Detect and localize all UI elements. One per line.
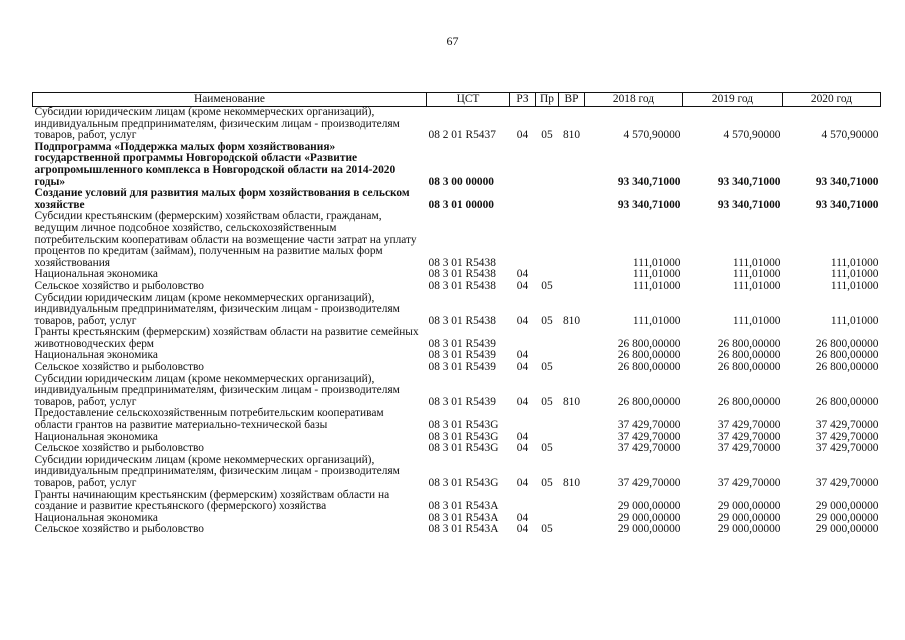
cell-pr (536, 327, 559, 350)
cell-name: Гранты начинающим крестьянским (фермерским) хозяйствам области на создание и развитие крестьянского (фермерского) хозяйства (34, 488, 390, 513)
cell-cst: 08 3 01 R5438 (428, 268, 496, 281)
cell-cst: 08 3 01 R5438 (428, 314, 496, 327)
table-row (33, 142, 881, 188)
table-row (33, 374, 881, 409)
cell-cst: 08 3 01 R5439 (428, 395, 496, 408)
cell-vr (559, 443, 585, 455)
cell-2020: 4 570,90000 (821, 129, 879, 142)
cell-2020: 26 800,00000 (815, 395, 879, 408)
cell-name: Национальная экономика (34, 430, 158, 443)
cell-2018: 29 000,00000 (617, 523, 681, 536)
cell-name: Субсидии юридическим лицам (кроме некоммерческих организаций), индивидуальным предпринимателям, физическим лицам - производителям товаров, работ, услуг (34, 291, 400, 327)
cell-vr (559, 281, 585, 293)
table-row (33, 490, 881, 513)
cell-2019: 111,01000 (732, 279, 781, 292)
cell-cst: 08 3 01 R5439 (428, 361, 496, 374)
cell-name: Субсидии юридическим лицам (кроме некоммерческих организаций), индивидуальным предпринимателям, физическим лицам - производителям товаров, работ, услуг (34, 106, 400, 142)
cell-name: Сельское хозяйство и рыболовство (34, 442, 204, 455)
cell-2018: 111,01000 (632, 314, 681, 327)
cell-vr (559, 188, 585, 211)
cell-2020: 37 429,70000 (815, 477, 879, 489)
cell-2019: 93 340,71000 (717, 175, 781, 188)
cell-2018: 37 429,70000 (617, 442, 681, 455)
cell-cst: 08 3 01 R543A (428, 500, 499, 513)
cell-rz: 04 (516, 314, 529, 327)
cell-2018: 26 800,00000 (617, 395, 681, 408)
table-row (33, 211, 881, 269)
cell-vr (559, 142, 585, 188)
budget-table (32, 92, 881, 536)
cell-2019: 29 000,00000 (717, 500, 781, 513)
table-row (33, 327, 881, 350)
cell-vr (559, 490, 585, 513)
cell-name: Сельское хозяйство и рыболовство (34, 361, 204, 374)
cell-2018: 37 429,70000 (617, 419, 681, 432)
cell-2019: 37 429,70000 (717, 430, 781, 443)
header-rz: РЗ (510, 93, 536, 107)
cell-2019: 93 340,71000 (717, 198, 781, 211)
page-number: 67 (446, 34, 459, 48)
cell-2018: 29 000,00000 (617, 500, 681, 513)
cell-rz: 04 (516, 442, 529, 455)
cell-pr: 05 (541, 523, 553, 536)
header-row (33, 93, 881, 107)
header-2018: 2018 год (585, 93, 683, 107)
cell-cst: 08 3 01 R5439 (428, 349, 496, 362)
cell-rz: 04 (516, 523, 529, 536)
cell-2018: 93 340,71000 (617, 198, 681, 211)
cell-2020: 29 000,00000 (815, 523, 879, 536)
cell-cst: 08 3 01 00000 (428, 198, 494, 211)
cell-vr: 810 (562, 314, 581, 327)
cell-vr (559, 350, 585, 362)
cell-2019: 29 000,00000 (717, 523, 781, 536)
cell-vr (559, 408, 585, 431)
cell-pr: 05 (541, 477, 553, 489)
cell-vr: 810 (562, 395, 581, 408)
table-row (33, 408, 881, 431)
header-2019: 2019 год (683, 93, 783, 107)
cell-pr: 05 (541, 129, 553, 142)
cell-2018: 111,01000 (632, 268, 681, 281)
cell-2018: 29 000,00000 (617, 511, 681, 524)
cell-pr (536, 490, 559, 513)
cell-vr (559, 513, 585, 525)
cell-rz (510, 142, 536, 188)
cell-cst: 08 3 01 R543G (428, 430, 499, 443)
table-body (33, 107, 881, 536)
header-cst: ЦСТ (427, 93, 510, 107)
header-pr: Пр (536, 93, 559, 107)
table-row (33, 107, 881, 142)
cell-name: Гранты крестьянским (фермерским) хозяйствам области на развитие семейных животноводческих ферм (34, 326, 419, 350)
cell-2020: 37 429,70000 (815, 442, 879, 455)
table-row (33, 362, 881, 374)
cell-2019: 37 429,70000 (717, 477, 781, 489)
cell-rz: 04 (516, 511, 529, 524)
cell-2019: 37 429,70000 (717, 419, 781, 432)
cell-vr (559, 327, 585, 350)
cell-2020: 93 340,71000 (815, 175, 879, 188)
cell-rz: 04 (516, 279, 529, 292)
table-row (33, 281, 881, 293)
header-2020: 2020 год (783, 93, 881, 107)
table-row (33, 293, 881, 328)
cell-cst: 08 3 01 R5438 (428, 279, 496, 292)
cell-cst: 08 3 01 R5438 (428, 256, 496, 269)
cell-rz (510, 188, 536, 211)
cell-cst: 08 3 01 R5439 (428, 337, 496, 350)
cell-rz (510, 408, 536, 431)
cell-2020: 29 000,00000 (815, 511, 879, 524)
table-row (33, 455, 881, 490)
cell-name: Подпрограмма «Поддержка малых форм хозяйствования» государственной программы Новгородской области «Развитие агропромышленного комплекса в Новгородской области на 2014-2020 годы» (34, 140, 396, 188)
table-row (33, 524, 881, 536)
cell-name: Предоставление сельскохозяйственным потребительским кооперативам области грантов на развитие материально-технической базы (34, 407, 384, 432)
cell-name: Национальная экономика (34, 268, 158, 281)
cell-2020: 111,01000 (830, 268, 879, 281)
cell-2019: 111,01000 (732, 256, 781, 269)
cell-vr (559, 269, 585, 281)
cell-2020: 37 429,70000 (815, 430, 879, 443)
cell-2018: 26 800,00000 (617, 349, 681, 362)
cell-2019: 26 800,00000 (717, 337, 781, 350)
cell-2019: 111,01000 (732, 314, 781, 327)
cell-rz: 04 (516, 268, 529, 281)
cell-cst: 08 2 01 R5437 (428, 129, 496, 142)
cell-2018: 26 800,00000 (617, 361, 681, 374)
cell-pr (536, 211, 559, 269)
cell-pr (536, 142, 559, 188)
cell-vr (559, 524, 585, 536)
cell-vr: 810 (562, 477, 581, 489)
cell-2020: 111,01000 (830, 314, 879, 327)
cell-cst: 08 3 01 R543A (428, 511, 499, 524)
cell-2019: 4 570,90000 (723, 129, 781, 142)
cell-2019: 26 800,00000 (717, 361, 781, 374)
cell-name: Сельское хозяйство и рыболовство (34, 279, 204, 292)
cell-rz (510, 211, 536, 269)
cell-rz: 04 (516, 349, 529, 362)
cell-2019: 26 800,00000 (717, 395, 781, 408)
cell-cst: 08 3 01 R543G (428, 442, 499, 455)
cell-2020: 93 340,71000 (815, 198, 879, 211)
cell-2020: 111,01000 (830, 279, 879, 292)
cell-pr: 05 (541, 279, 553, 292)
cell-2020: 37 429,70000 (815, 419, 879, 432)
cell-2018: 37 429,70000 (617, 430, 681, 443)
cell-pr: 05 (541, 361, 553, 374)
cell-2018: 93 340,71000 (617, 175, 681, 188)
cell-rz: 04 (516, 477, 529, 489)
cell-rz (510, 490, 536, 513)
cell-name: Сельское хозяйство и рыболовство (34, 523, 204, 536)
table-row (33, 188, 881, 211)
cell-vr: 810 (562, 129, 581, 142)
cell-name: Субсидии крестьянским (фермерским) хозяйствам области, гражданам, ведущим личное подсобное хозяйство, сельскохозяйственным потребительским кооперативам области на возмещение части затрат на уплату процентов по кредитам (займам), полученным на развитие малых форм хозяйствования (34, 210, 417, 269)
cell-2020: 26 800,00000 (815, 361, 879, 374)
cell-name: Национальная экономика (34, 511, 158, 524)
table-header (33, 93, 881, 107)
cell-2020: 29 000,00000 (815, 500, 879, 513)
cell-2019: 26 800,00000 (717, 349, 781, 362)
cell-cst: 08 3 01 R543A (428, 523, 499, 536)
cell-pr (536, 188, 559, 211)
cell-name: Национальная экономика (34, 349, 158, 362)
cell-rz: 04 (516, 361, 529, 374)
cell-vr (559, 211, 585, 269)
cell-pr: 05 (541, 314, 553, 327)
cell-2019: 111,01000 (732, 268, 781, 281)
cell-name: Субсидии юридическим лицам (кроме некоммерческих организаций), индивидуальным предпринимателям, физическим лицам - производителям товаров, работ, услуг (34, 453, 400, 489)
cell-rz: 04 (516, 395, 529, 408)
cell-2019: 37 429,70000 (717, 442, 781, 455)
cell-rz: 04 (516, 430, 529, 443)
cell-2020: 111,01000 (830, 256, 879, 269)
cell-2018: 111,01000 (632, 256, 681, 269)
cell-2018: 111,01000 (632, 279, 681, 292)
cell-2020: 26 800,00000 (815, 349, 879, 362)
cell-2018: 26 800,00000 (617, 337, 681, 350)
cell-name: Создание условий для развития малых форм хозяйствования в сельском хозяйстве (34, 187, 410, 211)
cell-cst: 08 3 01 R543G (428, 419, 499, 432)
cell-pr (536, 408, 559, 431)
cell-vr (559, 432, 585, 444)
cell-2018: 4 570,90000 (623, 129, 681, 142)
cell-2018: 37 429,70000 (617, 477, 681, 489)
cell-2020: 26 800,00000 (815, 337, 879, 350)
header-name: Наименование (33, 93, 427, 107)
cell-cst: 08 3 01 R543G (428, 477, 499, 489)
cell-rz: 04 (516, 129, 529, 142)
cell-rz (510, 327, 536, 350)
header-vr: ВР (559, 93, 585, 107)
cell-vr (559, 362, 585, 374)
cell-2019: 29 000,00000 (717, 511, 781, 524)
cell-pr: 05 (541, 395, 553, 408)
cell-name: Субсидии юридическим лицам (кроме некоммерческих организаций), индивидуальным предпринимателям, физическим лицам - производителям товаров, работ, услуг (34, 372, 400, 408)
cell-pr: 05 (541, 442, 553, 455)
cell-cst: 08 3 00 00000 (428, 175, 494, 188)
